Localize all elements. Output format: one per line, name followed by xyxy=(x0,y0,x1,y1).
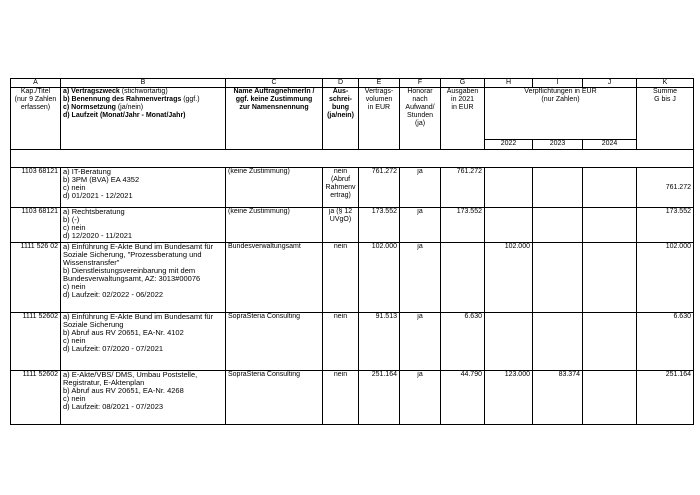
cell-summe[interactable]: 102.000 xyxy=(637,243,694,313)
cell-honorar[interactable]: ja xyxy=(400,208,441,243)
cell-vertragszweck[interactable]: a) Einführung E-Akte Bund im Bundesamt für Soziale Sicherung b) Abruf aus RV 20651, EA-Nr. 4102 c) nein d) Laufzeit: 07/2020 - 07/2021 xyxy=(61,313,226,371)
cell-2023[interactable] xyxy=(533,168,583,208)
cell-2022[interactable] xyxy=(485,313,533,371)
column-letter-d[interactable]: D xyxy=(323,79,359,88)
header-vertragszweck: a) Vertragszweck (stichwortartig) b) Benennung des Rahmenvertrags (ggf.) c) Normsetzung (ja/nein) d) Laufzeit (Monat/Jahr - Monat/Jahr) xyxy=(61,88,226,150)
cell-vertragszweck[interactable]: a) Rechtsberatung b) (-) c) nein d) 12/2020 - 11/2021 xyxy=(61,208,226,243)
cell-ausschreibung[interactable]: nein xyxy=(323,313,359,371)
column-letter-g[interactable]: G xyxy=(441,79,485,88)
cell-summe[interactable]: 251.164 xyxy=(637,371,694,425)
cell-2022[interactable] xyxy=(485,168,533,208)
column-letter-e[interactable]: E xyxy=(359,79,400,88)
cell-summe[interactable]: 173.552 xyxy=(637,208,694,243)
year-2023: 2023 xyxy=(533,140,583,150)
cell-kap[interactable]: 1103 68121 xyxy=(11,168,61,208)
cell-ausschreibung[interactable]: nein xyxy=(323,371,359,425)
table-row xyxy=(11,168,694,208)
cell-kap[interactable]: 1111 52602 xyxy=(11,313,61,371)
header-ausschreibung: Aus- schrei- bung (ja/nein) xyxy=(323,88,359,150)
cell-vertragszweck[interactable]: a) IT-Beratung b) 3PM (BVA) EA 4352 c) nein d) 01/2021 - 12/2021 xyxy=(61,168,226,208)
cell-vertragszweck[interactable]: a) E-Akte/VBS/ DMS, Umbau Poststelle, Registratur, E-Aktenplan b) Abruf aus RV 20651, EA-Nr. 4268 c) nein d) Laufzeit: 08/2021 - 07/2023 xyxy=(61,371,226,425)
column-letter-j[interactable]: J xyxy=(583,79,637,88)
column-letter-f[interactable]: F xyxy=(400,79,441,88)
cell-2023[interactable]: 83.374 xyxy=(533,371,583,425)
column-letter-k[interactable]: K xyxy=(637,79,694,88)
cell-2024[interactable] xyxy=(583,243,637,313)
column-letter-row xyxy=(11,79,694,88)
cell-ausgaben-2021[interactable]: 44.790 xyxy=(441,371,485,425)
cell-ausschreibung[interactable]: nein xyxy=(323,243,359,313)
cell-vertragsvolumen[interactable]: 91.513 xyxy=(359,313,400,371)
cell-2024[interactable] xyxy=(583,208,637,243)
header-row xyxy=(11,88,694,140)
table-row xyxy=(11,371,694,425)
header-kap-titel: Kap./Titel (nur 9 Zahlen erfassen) xyxy=(11,88,61,150)
cell-2023[interactable] xyxy=(533,313,583,371)
cell-honorar[interactable]: ja xyxy=(400,168,441,208)
header-verpflichtungen: Verpflichtungen in EUR (nur Zahlen) xyxy=(485,88,637,140)
cell-ausgaben-2021[interactable] xyxy=(441,243,485,313)
cell-summe[interactable]: 761.272 xyxy=(637,168,694,208)
header-ausgaben-2021: Ausgaben in 2021 in EUR xyxy=(441,88,485,150)
header-vertragsvolumen: Vertrags- volumen in EUR xyxy=(359,88,400,150)
cell-auftragnehmer[interactable]: SopraSteria Consulting xyxy=(226,371,323,425)
year-2022: 2022 xyxy=(485,140,533,150)
cell-2024[interactable] xyxy=(583,168,637,208)
cell-2023[interactable] xyxy=(533,243,583,313)
header-auftragnehmer: Name AuftragnehmerIn / ggf. keine Zustimmung zur Namensnennung xyxy=(226,88,323,150)
cell-ausschreibung[interactable]: nein (Abruf Rahmenv ertrag) xyxy=(323,168,359,208)
cell-2022[interactable]: 123.000 xyxy=(485,371,533,425)
cell-auftragnehmer[interactable]: SopraSteria Consulting xyxy=(226,313,323,371)
cell-summe[interactable]: 6.630 xyxy=(637,313,694,371)
table-row xyxy=(11,313,694,371)
cell-ausgaben-2021[interactable]: 6.630 xyxy=(441,313,485,371)
cell-auftragnehmer[interactable]: (keine Zustimmung) xyxy=(226,168,323,208)
cell-kap[interactable]: 1111 526 02 xyxy=(11,243,61,313)
contracts-table xyxy=(10,78,694,425)
header-summe: Summe G bis J xyxy=(637,88,694,150)
cell-vertragsvolumen[interactable]: 173.552 xyxy=(359,208,400,243)
column-letter-h[interactable]: H xyxy=(485,79,533,88)
cell-2023[interactable] xyxy=(533,208,583,243)
spacer-row xyxy=(11,150,694,168)
cell-honorar[interactable]: ja xyxy=(400,313,441,371)
column-letter-c[interactable]: C xyxy=(226,79,323,88)
cell-2022[interactable]: 102.000 xyxy=(485,243,533,313)
cell-honorar[interactable]: ja xyxy=(400,371,441,425)
column-letter-b[interactable]: B xyxy=(61,79,226,88)
table-row xyxy=(11,243,694,313)
cell-vertragsvolumen[interactable]: 102.000 xyxy=(359,243,400,313)
cell-ausgaben-2021[interactable]: 173.552 xyxy=(441,208,485,243)
cell-kap[interactable]: 1111 52602 xyxy=(11,371,61,425)
cell-vertragsvolumen[interactable]: 251.164 xyxy=(359,371,400,425)
cell-2024[interactable] xyxy=(583,371,637,425)
year-2024: 2024 xyxy=(583,140,637,150)
cell-vertragsvolumen[interactable]: 761.272 xyxy=(359,168,400,208)
column-letter-i[interactable]: I xyxy=(533,79,583,88)
spreadsheet xyxy=(10,78,693,425)
cell-kap[interactable]: 1103 68121 xyxy=(11,208,61,243)
column-letter-a[interactable]: A xyxy=(11,79,61,88)
cell-honorar[interactable]: ja xyxy=(400,243,441,313)
table-row xyxy=(11,208,694,243)
cell-auftragnehmer[interactable]: (keine Zustimmung) xyxy=(226,208,323,243)
cell-ausschreibung[interactable]: ja (§ 12 UVgO) xyxy=(323,208,359,243)
header-honorar: Honorar nach Aufwand/ Stunden (ja) xyxy=(400,88,441,150)
cell-vertragszweck[interactable]: a) Einführung E-Akte Bund im Bundesamt für Soziale Sicherung, "Prozessberatung und Wissenstransfer" b) Dienstleistungsvereinbarung mit dem Bundesverwaltungsamt, AZ: 3013#00076 c) nein d) Laufzeit: 02/2022 - 06/2022 xyxy=(61,243,226,313)
cell-2024[interactable] xyxy=(583,313,637,371)
cell-2022[interactable] xyxy=(485,208,533,243)
cell-ausgaben-2021[interactable]: 761.272 xyxy=(441,168,485,208)
cell-auftragnehmer[interactable]: Bundesverwaltungsamt xyxy=(226,243,323,313)
